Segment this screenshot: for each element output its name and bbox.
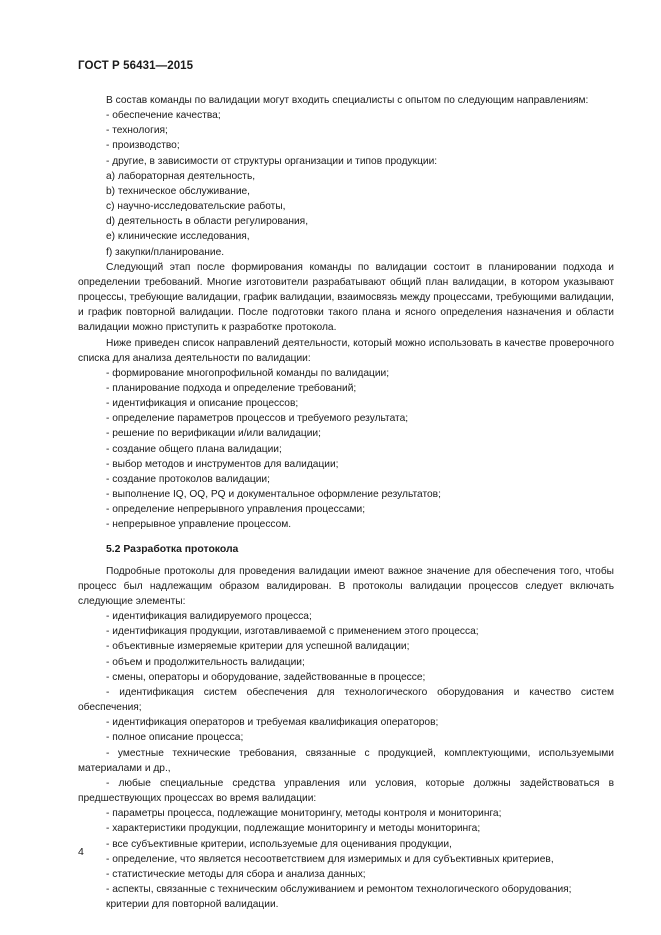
next-stage-paragraph: Следующий этап после формирования команды по валидации состоит в планировании подхода и определении требований. Многие изготовители разрабатывают общий план валидации, в котором указывают процессы, требующие валидации, график валидации, взаимосвязь между процессами, требующими валидации, и график повторной валидации. После подготовки такого плана и ясного определения назначения и области валидации можно приступить к разработке протокола.: [78, 261, 614, 334]
list-item: - параметры процесса, подлежащие мониторингу, методы контроля и мониторинга;: [106, 808, 502, 820]
page-number: 4: [78, 846, 84, 858]
list-item: a) лабораторная деятельность,: [106, 170, 256, 182]
list-item: b) техническое обслуживание,: [106, 185, 251, 197]
list-item: - любые специальные средства управления или условия, которые должны задействоваться в предшествующих процессах во время валидации:: [78, 777, 614, 805]
list-item: - уместные технические требования, связанные с продукцией, комплектующими, используемыми материалами и др.,: [78, 747, 614, 774]
intro-sublist: [78, 169, 614, 260]
list-item: - планирование подхода и определение требований;: [106, 382, 357, 394]
list-item: - идентификация систем обеспечения для технологического оборудования и качество систем обеспечения;: [78, 686, 614, 714]
list-item: f) закупки/планирование.: [106, 246, 225, 258]
list-item: - выполнение IQ, OQ, PQ и документальное оформление результатов;: [106, 489, 441, 501]
list-item: c) научно-исследовательские работы,: [106, 201, 286, 213]
list-item: - выбор методов и инструментов для валидации;: [106, 458, 339, 470]
list-item: - производство;: [106, 140, 180, 152]
list-item: - определение, что является несоответствием для измеримых и для субъективных критериев,: [106, 853, 554, 865]
document-body: [78, 93, 614, 912]
list-item: d) деятельность в области регулирования,: [106, 216, 309, 228]
list-item: - идентификация продукции, изготавливаемой с применением этого процесса;: [106, 626, 479, 638]
document-header: ГОСТ Р 56431—2015: [78, 60, 194, 72]
list-item: e) клинические исследования,: [106, 231, 250, 243]
list-item: - определение параметров процессов и требуемого результата;: [106, 413, 409, 425]
list-item: критерии для повторной валидации.: [106, 899, 279, 911]
list-item: - все субъективные критерии, используемые для оценивания продукции,: [106, 838, 452, 850]
intro-paragraph: В состав команды по валидации могут входить специалисты с опытом по следующим направлениям:: [106, 95, 589, 106]
list-item: - идентификация операторов и требуемая квалификация операторов;: [106, 717, 439, 729]
intro-list: [78, 108, 614, 169]
list-item: - статистические методы для сбора и анализа данных;: [106, 868, 366, 880]
section-heading: 5.2 Разработка протокола: [106, 543, 239, 555]
list-item: - объем и продолжительность валидации;: [106, 656, 305, 668]
list-item: - полное описание процесса;: [106, 732, 244, 744]
list-item: - аспекты, связанные с техническим обслуживанием и ремонтом технологического оборудования;: [106, 883, 572, 895]
list-item: - определение непрерывного управления процессами;: [106, 504, 366, 516]
list-item: - смены, операторы и оборудование, задействованные в процессе;: [106, 671, 426, 683]
list-item: - другие, в зависимости от структуры организации и типов продукции:: [106, 155, 438, 167]
list-item: - создание протоколов валидации;: [106, 473, 270, 485]
list-item: - характеристики продукции, подлежащие мониторингу и методы мониторинга;: [106, 823, 481, 835]
list-item: - технология;: [106, 125, 168, 137]
section-paragraph: Подробные протоколы для проведения валидации имеют важное значение для обеспечения того, чтобы процесс был надлежащим образом валидирован. В протоколы валидации процессов следует включать следующие элементы:: [78, 565, 614, 607]
list-item: - идентификация и описание процессов;: [106, 398, 299, 410]
list-item: - создание общего плана валидации;: [106, 443, 282, 455]
list-item: - решение по верификации и/или валидации;: [106, 428, 321, 440]
checklist-paragraph: Ниже приведен список направлений деятельности, который можно использовать в качестве проверочного списка для анализа деятельности по валидации:: [78, 337, 614, 364]
list-item: - обеспечение качества;: [106, 110, 221, 122]
list-item: - непрерывное управление процессом.: [106, 519, 292, 531]
checklist-list: [78, 366, 614, 533]
list-item: - объективные измеряемые критерии для успешной валидации;: [106, 641, 410, 653]
list-item: - идентификация валидируемого процесса;: [106, 611, 312, 623]
list-item: - формирование многопрофильной команды по валидации;: [106, 367, 390, 379]
protocol-elements-list: [78, 609, 614, 912]
